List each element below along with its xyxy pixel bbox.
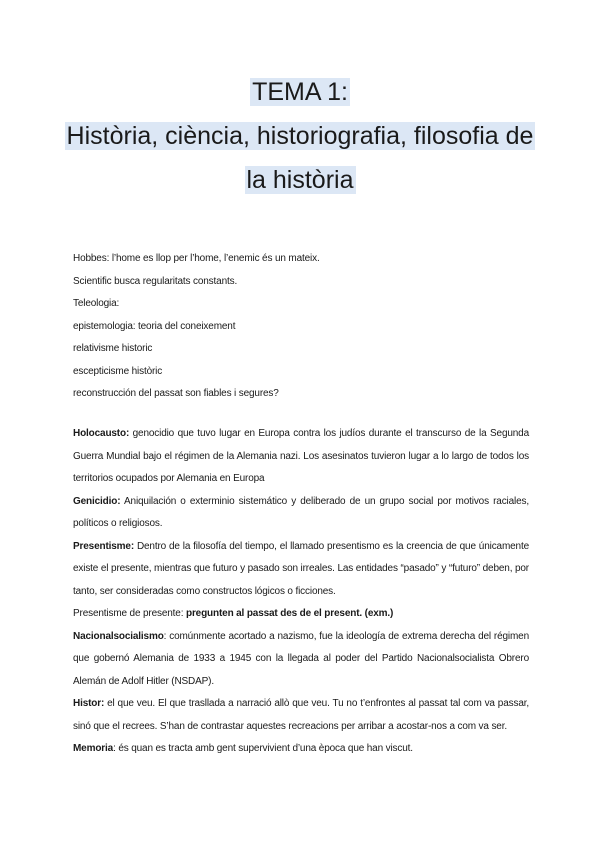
definition-memoria xyxy=(73,738,529,761)
definition-text: Aniquilación o exterminio sistemático y deliberado de un grupo social por motivos raciales, políticos o religiosos. xyxy=(73,495,529,529)
notes-list xyxy=(73,248,529,406)
definition-term: Memoria xyxy=(73,743,114,754)
definition-nacionalsocialismo xyxy=(73,626,529,694)
definition-term: Genicidio: xyxy=(73,495,121,507)
definition-term: Histor: xyxy=(73,698,105,709)
note-line: Scientific busca regularitats constants. xyxy=(73,275,238,287)
title-line-2: Història, ciència, historiografia, filosofia de xyxy=(66,122,534,150)
definition-holocausto xyxy=(73,423,529,491)
definition-histor xyxy=(73,693,529,738)
definition-term: Holocausto: xyxy=(73,428,130,439)
note-line: Teleologia: xyxy=(73,298,120,309)
definition-text: : és quan es tracta amb gent supervivient d’una època que han viscut. xyxy=(113,743,413,754)
definition-text: Dentro de la filosofía del tiempo, el llamado presentismo es la creencia de que únicamente existe el presente, mientras que futuro y pasado son irreales. Las entidades “pasado” y “futuro” deben, por tanto, ser consideradas como constructos lógicos o ficciones. xyxy=(73,540,529,597)
title-line-1: TEMA 1: xyxy=(252,78,348,106)
definition-emphasis: pregunten al passat des de el present. (exm.) xyxy=(185,608,394,619)
definition-text: genocidio que tuvo lugar en Europa contra los judíos durante el transcurso de la Segunda Guerra Mundial bajo el régimen de la Alemania nazi. Los asesinatos tuvieron lugar a lo largo de todos los territorios ocupados por Alemania en Europa xyxy=(73,428,529,484)
definitions-section xyxy=(73,423,529,761)
note-line: Hobbes: l’home es llop per l’home, l’enemic és un mateix. xyxy=(73,253,320,264)
definition-term: Presentisme: xyxy=(73,540,135,552)
page-title xyxy=(0,70,600,202)
definition-text: el que veu. El que trasllada a narració allò que veu. Tu no t’enfrontes al passat tal com va passar, sinó que el recrees. S’han de contrastar aquestes recreacions per arribar a acostar-nos a com va ser. xyxy=(73,698,529,732)
definition-text: : comúnmente acortado a nazismo, fue la ideología de extrema derecha del régimen que gobernó Alemania de 1933 a 1945 con la llegada al poder del Partido Nacionalsocialista Obrero Alemán de Adolf Hitler (NSDAP). xyxy=(73,630,529,687)
note-line: relativisme historic xyxy=(73,343,153,354)
note-line: epistemologia: teoria del coneixement xyxy=(73,320,236,332)
definition-presentisme xyxy=(73,536,529,604)
definition-term: Nacionalsocialismo xyxy=(73,630,164,642)
definition-genicidio xyxy=(73,491,529,536)
note-line: escepticisme històric xyxy=(73,365,163,377)
title-line-3: la història xyxy=(246,166,354,194)
note-line: reconstrucción del passat son fiables i segures? xyxy=(73,388,279,399)
definition-text: Presentisme de presente: xyxy=(73,608,186,619)
definition-presentisme-present xyxy=(73,603,529,626)
